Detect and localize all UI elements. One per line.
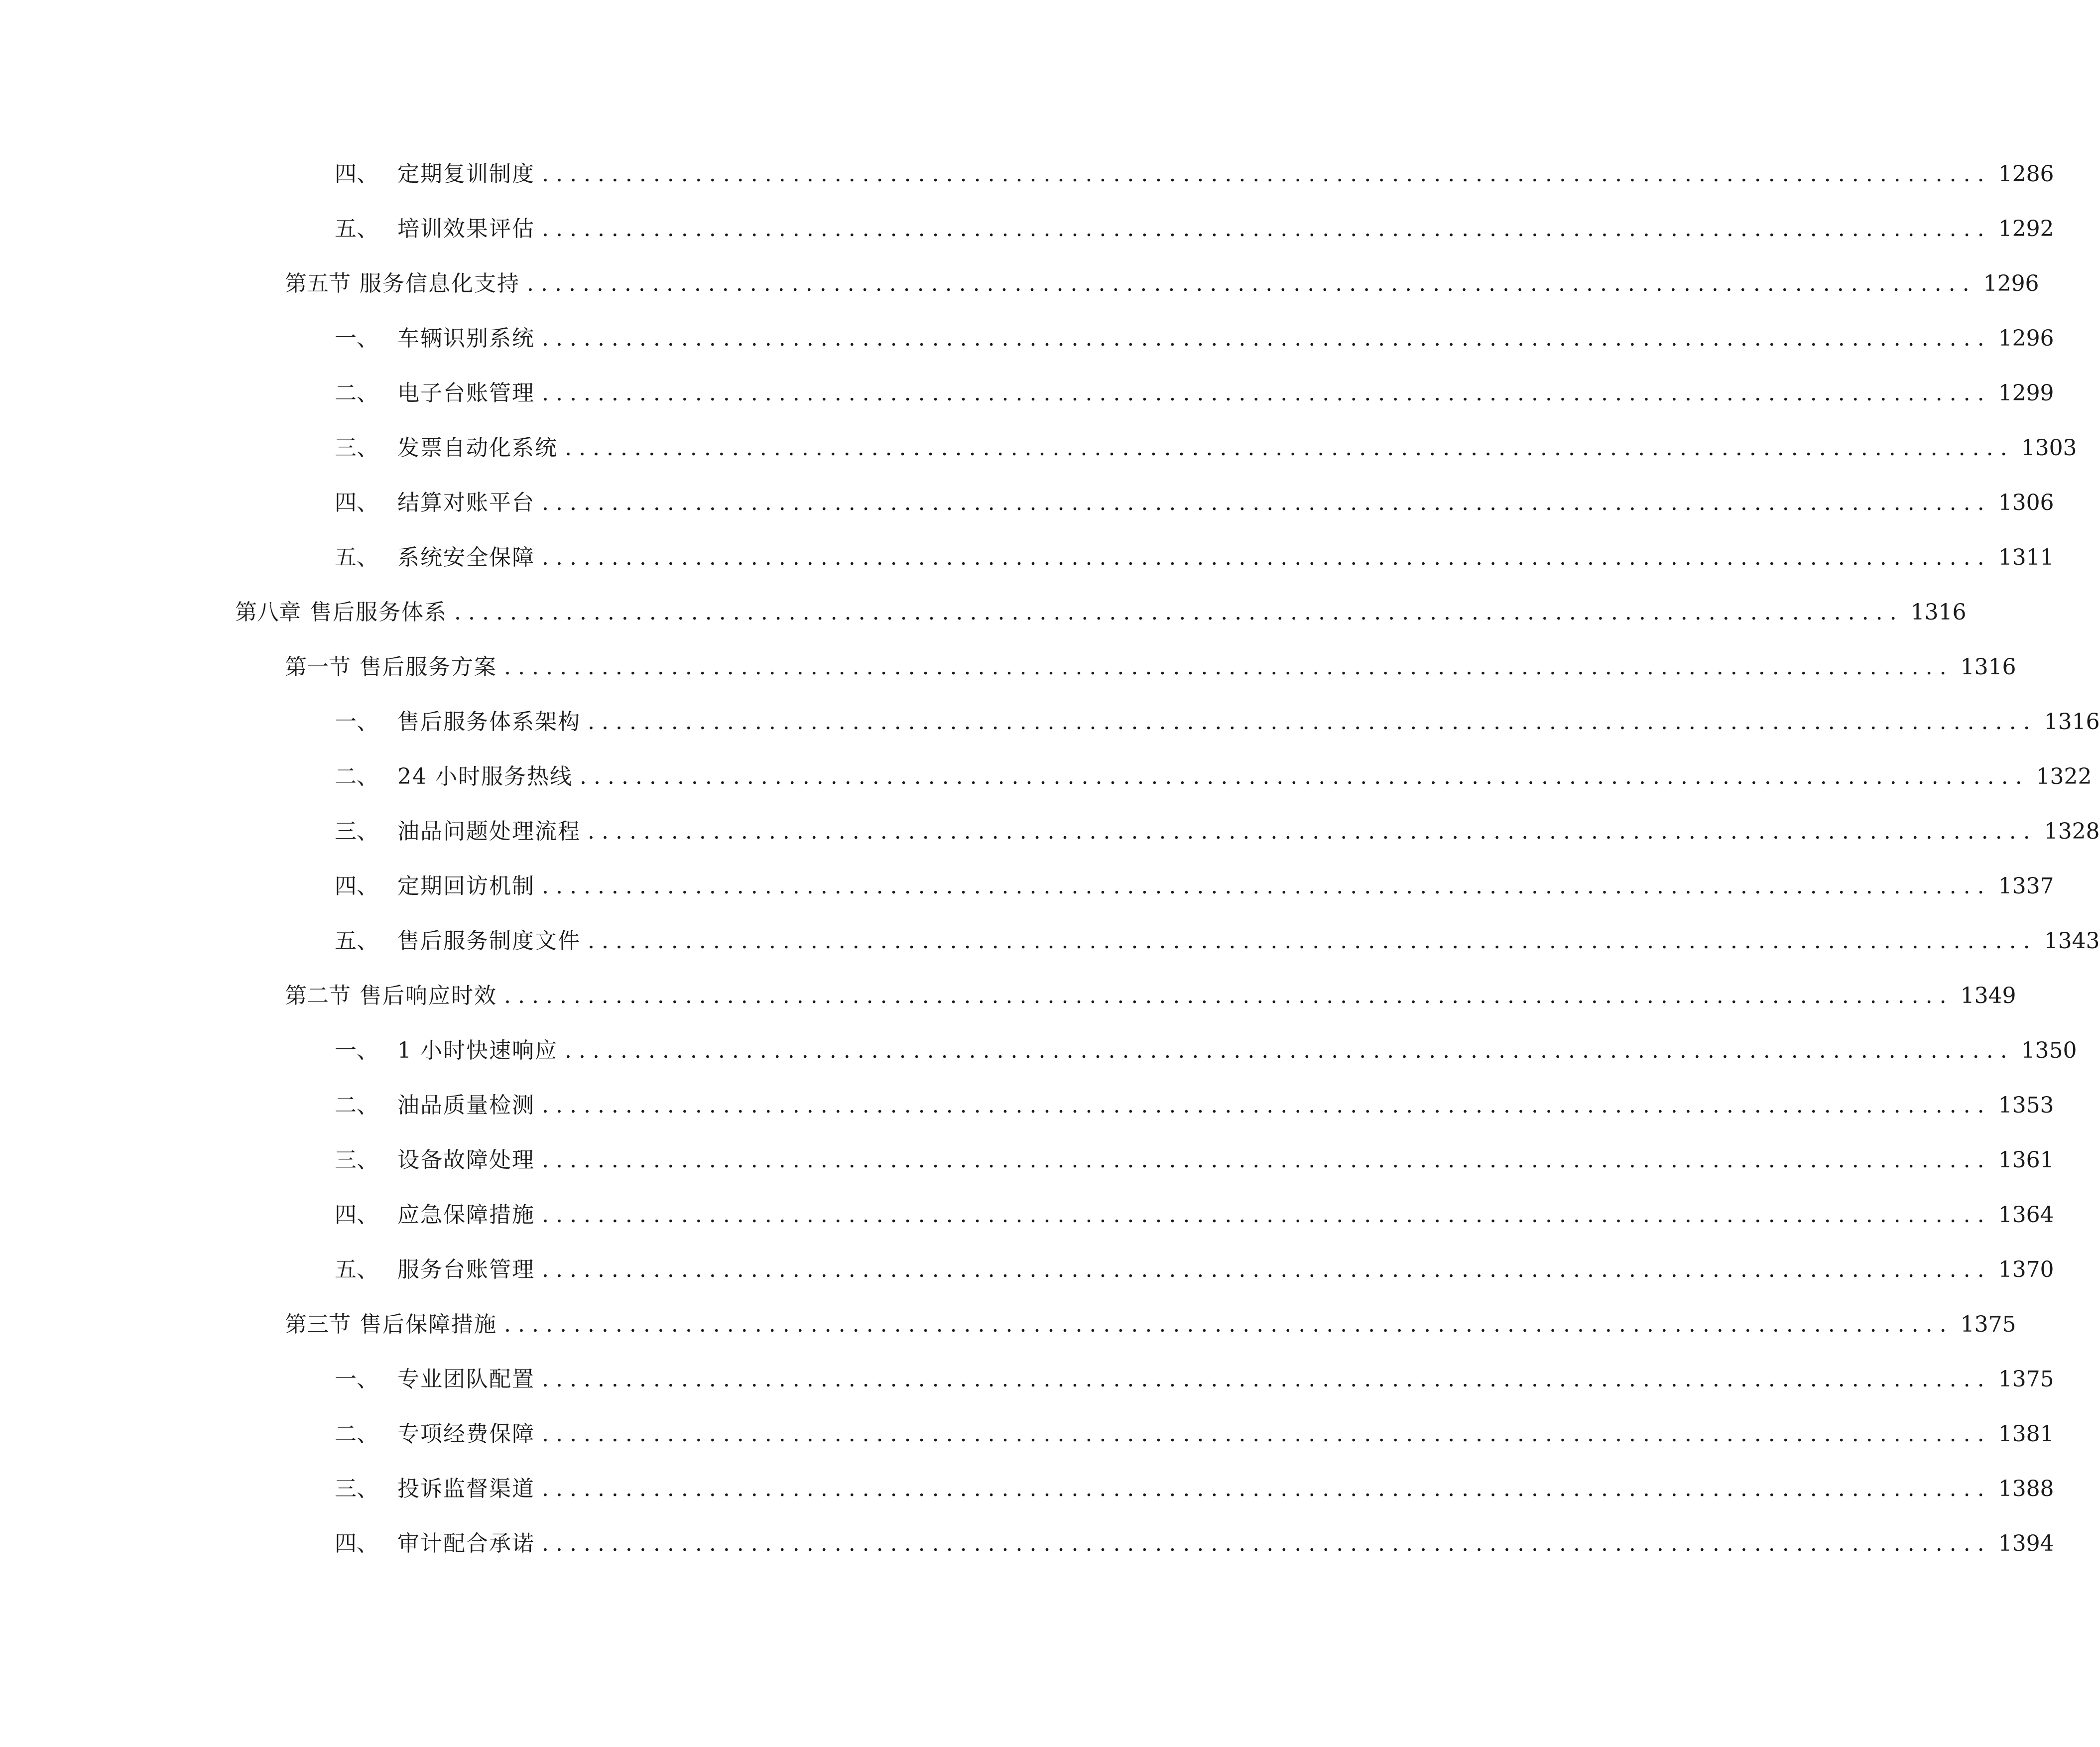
- dot-leader: ........................................................................................................: [588, 819, 2037, 844]
- toc-entry[interactable]: [335, 867, 2054, 906]
- toc-entry-title: 系统安全保障: [397, 545, 535, 570]
- toc-entry-number: 一、: [335, 1367, 378, 1392]
- toc-entry[interactable]: [335, 374, 2054, 413]
- toc-entry-title: 售后响应时效: [360, 983, 497, 1008]
- toc-entry-number: 五、: [335, 216, 378, 242]
- toc-entry-title: 定期复训制度: [397, 161, 535, 187]
- toc-entry-page: 1296: [1998, 326, 2054, 351]
- toc-entry-page: 1299: [1998, 380, 2054, 406]
- toc-entry-page: 1303: [2021, 435, 2077, 461]
- toc-entry[interactable]: [335, 1086, 2054, 1125]
- toc-entry-title: 专业团队配置: [397, 1367, 535, 1392]
- dot-leader: ........................................................................................................: [588, 928, 2037, 954]
- toc-entry-page: 1364: [1998, 1202, 2054, 1228]
- toc-entry[interactable]: [335, 1524, 2054, 1564]
- dot-leader: ........................................................................................................: [564, 1038, 2014, 1063]
- dot-leader: ........................................................................................................: [542, 326, 1991, 351]
- toc-entry-title: 车辆识别系统: [397, 326, 535, 351]
- toc-entry-title: 专项经费保障: [397, 1421, 535, 1447]
- toc-entry-number: 二、: [335, 1093, 378, 1118]
- toc-entry-title: 定期回访机制: [397, 874, 535, 899]
- toc-entry-page: 1375: [1960, 1312, 2016, 1337]
- toc-entry-title: 电子台账管理: [397, 380, 535, 406]
- toc-entry[interactable]: [335, 154, 2054, 194]
- toc-entry[interactable]: [335, 538, 2054, 578]
- toc-entry-page: 1350: [2021, 1038, 2077, 1063]
- toc-entry-number: 四、: [335, 874, 378, 899]
- dot-leader: ........................................................................................................: [542, 874, 1991, 899]
- toc-entry-number: 第五节: [285, 271, 351, 296]
- toc-section-entry[interactable]: [285, 647, 2016, 687]
- toc-entry-title: 售后保障措施: [360, 1312, 497, 1337]
- dot-leader: ........................................................................................................: [542, 1531, 1991, 1556]
- toc-entry-page: 1286: [1998, 161, 2054, 187]
- dot-leader: ........................................................................................................: [542, 545, 1991, 570]
- toc-entry-page: 1381: [1998, 1421, 2054, 1447]
- toc-entry-page: 1306: [1998, 490, 2054, 515]
- toc-entry-title: 售后服务体系架构: [397, 709, 581, 735]
- toc-entry-number: 五、: [335, 545, 378, 570]
- toc-entry-title: 24 小时服务热线: [397, 764, 573, 789]
- toc-entry[interactable]: [335, 757, 2092, 797]
- toc-entry-number: 四、: [335, 161, 378, 187]
- toc-entry-number: 第八章: [235, 600, 301, 625]
- toc-chapter-entry[interactable]: [235, 593, 1967, 632]
- dot-leader: ........................................................................................................: [527, 271, 1976, 296]
- toc-entry-page: 1388: [1998, 1476, 2054, 1501]
- toc-entry-number: 三、: [335, 1476, 378, 1501]
- toc-entry[interactable]: [335, 1360, 2054, 1399]
- toc-entry-title: 设备故障处理: [397, 1147, 535, 1173]
- dot-leader: ........................................................................................................: [542, 161, 1991, 187]
- dot-leader: ........................................................................................................: [542, 380, 1991, 406]
- toc-entry[interactable]: [335, 1250, 2054, 1290]
- toc-entry-title: 审计配合承诺: [397, 1531, 535, 1556]
- toc-entry-title: 投诉监督渠道: [397, 1476, 535, 1501]
- toc-entry-title: 服务信息化支持: [360, 271, 520, 296]
- toc-entry-title: 售后服务方案: [360, 654, 497, 680]
- toc-entry-page: 1349: [1960, 983, 2016, 1008]
- toc-entry[interactable]: [335, 483, 2054, 523]
- dot-leader: ........................................................................................................: [542, 1257, 1991, 1282]
- toc-entry[interactable]: [335, 428, 2077, 468]
- dot-leader: ........................................................................................................: [542, 1147, 1991, 1173]
- toc-entry[interactable]: [335, 1195, 2054, 1235]
- toc-entry-number: 第一节: [285, 654, 351, 680]
- toc-entry-number: 一、: [335, 709, 378, 735]
- dot-leader: ........................................................................................................: [542, 1476, 1991, 1501]
- dot-leader: ........................................................................................................: [454, 600, 1904, 625]
- toc-entry-title: 售后服务制度文件: [397, 928, 581, 954]
- toc-entry-page: 1337: [1998, 874, 2054, 899]
- toc-entry-number: 三、: [335, 435, 378, 461]
- toc-entry-page: 1361: [1998, 1147, 2054, 1173]
- toc-entry[interactable]: [335, 209, 2054, 249]
- dot-leader: ........................................................................................................: [542, 1421, 1991, 1447]
- toc-entry[interactable]: [335, 1031, 2077, 1071]
- toc-entry-title: 发票自动化系统: [397, 435, 558, 461]
- toc-entry-page: 1316: [2044, 709, 2100, 735]
- toc-entry-title: 售后服务体系: [310, 600, 447, 625]
- toc-entry-number: 一、: [335, 326, 378, 351]
- dot-leader: ........................................................................................................: [542, 1093, 1991, 1118]
- toc-entry[interactable]: [335, 702, 2100, 742]
- toc-entry-page: 1370: [1998, 1257, 2054, 1282]
- dot-leader: ........................................................................................................: [542, 1202, 1991, 1228]
- toc-entry[interactable]: [335, 1469, 2054, 1509]
- toc-entry-title: 油品问题处理流程: [397, 819, 581, 844]
- toc-entry-page: 1353: [1998, 1093, 2054, 1118]
- toc-entry-page: 1328: [2044, 819, 2100, 844]
- toc-entry-number: 一、: [335, 1038, 378, 1063]
- toc-entry-title: 1 小时快速响应: [397, 1038, 558, 1063]
- dot-leader: ........................................................................................................: [542, 490, 1991, 515]
- toc-entry-page: 1292: [1998, 216, 2054, 242]
- toc-entry-page: 1394: [1998, 1531, 2054, 1556]
- toc-entry-number: 五、: [335, 1257, 378, 1282]
- toc-entry[interactable]: [335, 921, 2100, 961]
- toc-section-entry[interactable]: [285, 264, 2039, 304]
- toc-entry-title: 培训效果评估: [397, 216, 535, 242]
- dot-leader: ........................................................................................................: [504, 983, 1954, 1008]
- toc-entry-number: 第三节: [285, 1312, 351, 1337]
- toc-entry-page: 1322: [2036, 764, 2092, 789]
- toc-entry-title: 应急保障措施: [397, 1202, 535, 1228]
- dot-leader: ........................................................................................................: [588, 709, 2037, 735]
- toc-entry[interactable]: [335, 1414, 2054, 1454]
- toc-section-entry[interactable]: [285, 1305, 2016, 1345]
- toc-entry[interactable]: [335, 319, 2054, 359]
- toc-entry-number: 二、: [335, 380, 378, 406]
- toc-entry-page: 1375: [1998, 1367, 2054, 1392]
- dot-leader: ........................................................................................................: [504, 1312, 1954, 1337]
- toc-entry[interactable]: [335, 1140, 2054, 1180]
- dot-leader: ........................................................................................................: [504, 654, 1954, 680]
- toc-entry-number: 四、: [335, 490, 378, 515]
- toc-entry-number: 五、: [335, 928, 378, 954]
- toc-entry-number: 三、: [335, 819, 378, 844]
- toc-section-entry[interactable]: [285, 976, 2016, 1016]
- toc-entry[interactable]: [335, 812, 2100, 852]
- dot-leader: ........................................................................................................: [542, 216, 1991, 242]
- toc-entry-number: 四、: [335, 1531, 378, 1556]
- toc-entry-page: 1343: [2044, 928, 2100, 954]
- toc-entry-page: 1311: [1998, 545, 2054, 570]
- toc-entry-title: 服务台账管理: [397, 1257, 535, 1282]
- dot-leader: ........................................................................................................: [579, 764, 2029, 789]
- toc-entry-page: 1316: [1960, 654, 2016, 680]
- toc-entry-title: 油品质量检测: [397, 1093, 535, 1118]
- dot-leader: ........................................................................................................: [565, 435, 2014, 461]
- toc-entry-number: 二、: [335, 764, 378, 789]
- toc-entry-page: 1316: [1910, 600, 1967, 625]
- toc-entry-number: 三、: [335, 1147, 378, 1173]
- toc-entry-page: 1296: [1983, 271, 2039, 296]
- toc-entry-number: 第二节: [285, 983, 351, 1008]
- toc-entry-number: 四、: [335, 1202, 378, 1228]
- toc-entry-number: 二、: [335, 1421, 378, 1447]
- dot-leader: ........................................................................................................: [542, 1367, 1991, 1392]
- toc-entry-title: 结算对账平台: [397, 490, 535, 515]
